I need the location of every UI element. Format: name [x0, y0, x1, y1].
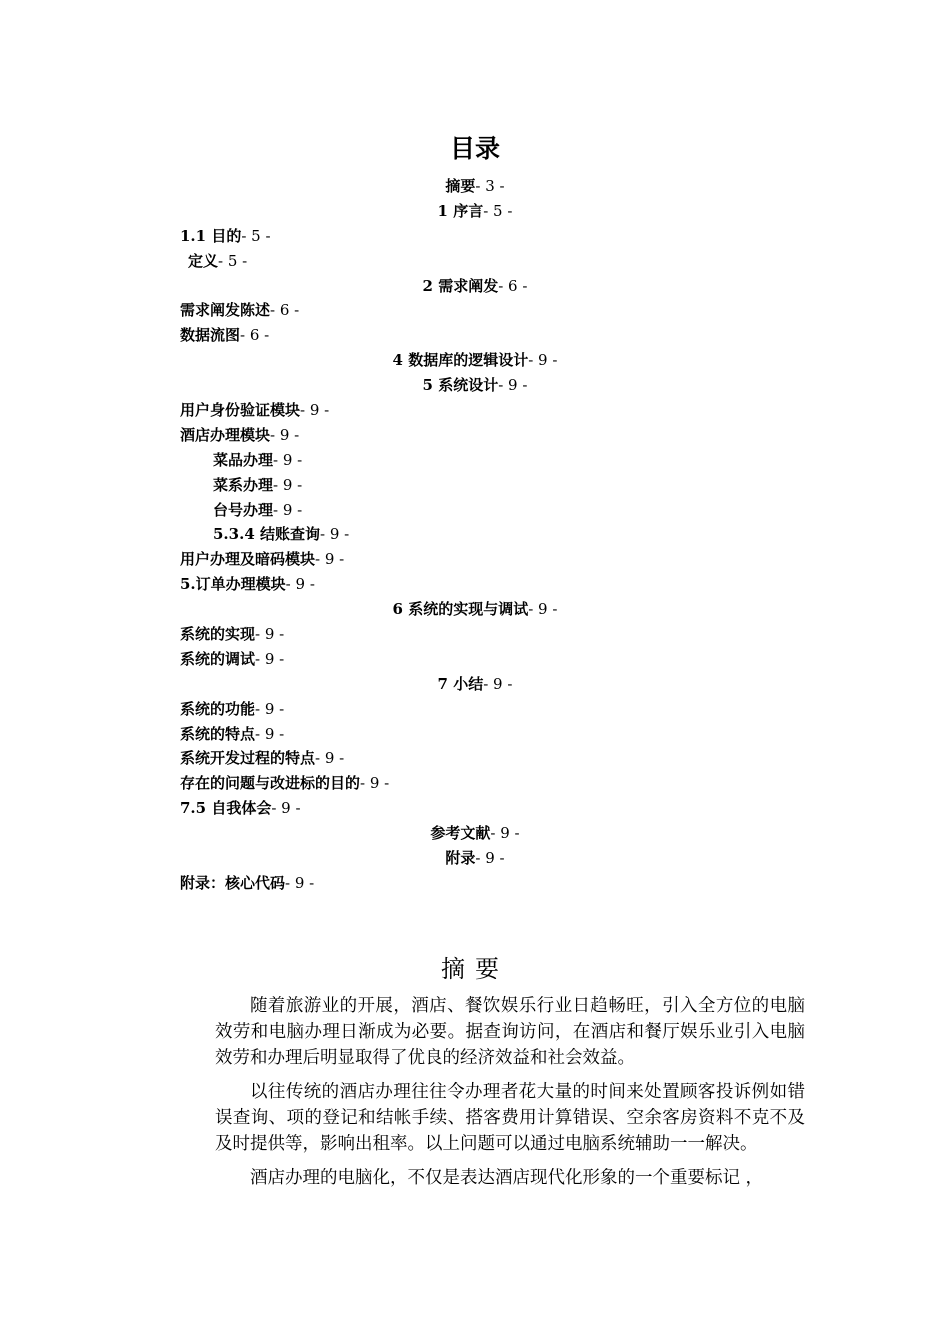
toc-entry-title: 系统开发过程的特点	[180, 749, 316, 768]
toc-entry-title: 7 小结	[437, 674, 484, 693]
toc-entry[interactable]	[0, 174, 950, 199]
toc-entry-title: 5.3.4 结账查询	[213, 525, 320, 544]
toc-entry-title: 1.1 目的	[180, 226, 242, 245]
toc-entry[interactable]	[0, 572, 950, 597]
toc-entry-page: - 3 -	[475, 177, 505, 195]
toc-entry-page: - 9 -	[360, 774, 390, 793]
toc-entry-title: 数据流图	[180, 326, 241, 345]
abstract-body	[215, 993, 805, 1199]
toc-entry-page: - 9 -	[475, 849, 505, 868]
toc-entry-page: - 9 -	[273, 500, 303, 519]
toc-entry-title: 附录：核心代码	[180, 873, 286, 892]
toc-entry-page: - 9 -	[528, 600, 558, 619]
toc-entry-title: 系统的实现	[180, 625, 256, 644]
abstract-paragraph-2: 以往传统的酒店办理往往令办理者花大量的时间来处置顾客投诉例如错误查询、项的登记和结帐手续、搭客费用计算错误、空余客房资料不克不及及时提供等，影响出租率。以上问题可以通过电脑系统辅助一一解决。	[215, 1082, 805, 1154]
toc-entry[interactable]	[0, 547, 950, 572]
toc-entry[interactable]	[0, 224, 950, 249]
toc-entry-page: - 9 -	[255, 724, 285, 743]
toc-entry-title: 菜品办理	[213, 450, 274, 469]
toc-entry-page: - 6 -	[240, 326, 270, 345]
toc-entry-title: 系统的调试	[180, 649, 256, 668]
toc-entry[interactable]	[0, 622, 950, 647]
toc-entry-title: 附录	[445, 849, 476, 868]
toc-entry[interactable]	[0, 298, 950, 323]
toc-entry[interactable]	[0, 672, 950, 697]
toc-entry[interactable]	[0, 199, 950, 224]
toc-entry-title: 7.5 自我体会	[180, 799, 272, 818]
toc-entry-title: 存在的问题与改进标的目的	[180, 774, 361, 793]
toc-entry-page: - 5 -	[241, 226, 271, 245]
toc-entry-page: - 6 -	[498, 276, 528, 295]
toc-entry[interactable]	[0, 697, 950, 722]
toc-entry-page: - 6 -	[270, 301, 300, 320]
abstract-paragraph-3: 酒店办理的电脑化，不仅是表达酒店现代化形象的一个重要标记 ，	[250, 1168, 764, 1188]
toc-entry-title: 1 序言	[437, 201, 484, 220]
toc-entry[interactable]	[0, 647, 950, 672]
toc-entry[interactable]	[0, 746, 950, 771]
toc-entry-page: - 9 -	[270, 425, 300, 444]
toc-entry[interactable]	[0, 348, 950, 373]
toc-entry-page: - 9 -	[271, 799, 301, 818]
toc-entry-title: 系统的特点	[180, 724, 256, 743]
toc-entry-page: - 9 -	[255, 699, 285, 718]
toc-entry-page: - 9 -	[319, 525, 350, 544]
toc-entry[interactable]	[0, 448, 950, 473]
toc-entry-title: 4 数据库的逻辑设计	[392, 351, 529, 370]
toc-entry[interactable]	[0, 249, 950, 274]
toc-entry[interactable]	[0, 473, 950, 498]
toc-title: 目录	[449, 134, 500, 163]
toc-entry-title: 5 系统设计	[422, 376, 499, 395]
table-of-contents	[0, 174, 950, 896]
toc-entry[interactable]	[0, 398, 950, 423]
toc-entry-title: 5.订单办理模块	[180, 575, 286, 594]
toc-entry[interactable]	[0, 871, 950, 896]
toc-entry-title: 台号办理	[213, 500, 274, 519]
toc-entry-title: 摘要	[445, 177, 476, 195]
toc-entry-page: - 5 -	[483, 201, 513, 220]
toc-entry-page: - 9 -	[255, 625, 285, 644]
toc-entry-title: 酒店办理模块	[180, 425, 271, 444]
toc-entry-page: - 9 -	[285, 873, 315, 892]
toc-entry[interactable]	[0, 722, 950, 747]
toc-entry-title: 菜系办理	[213, 475, 274, 494]
toc-entry[interactable]	[0, 323, 950, 348]
toc-entry-page: - 9 -	[300, 401, 330, 420]
toc-entry-page: - 9 -	[273, 475, 303, 494]
toc-entry[interactable]	[0, 846, 950, 871]
toc-entry-page: - 9 -	[315, 550, 345, 569]
toc-entry-title: 参考文献	[430, 824, 491, 843]
abstract-title: 摘要	[441, 955, 509, 983]
toc-entry[interactable]	[0, 373, 950, 398]
toc-entry[interactable]	[0, 796, 950, 821]
toc-entry[interactable]	[0, 821, 950, 846]
toc-entry-page: - 9 -	[315, 749, 345, 768]
abstract-paragraph-1: 随着旅游业的开展，酒店、餐饮娱乐行业日趋畅旺，引入全方位的电脑效劳和电脑办理日渐成为必要。据查询访问，在酒店和餐厅娱乐业引入电脑效劳和办理后明显取得了优良的经济效益和社会效益。	[215, 996, 805, 1068]
toc-entry-page: - 9 -	[490, 824, 520, 843]
toc-entry-page: - 9 -	[273, 450, 303, 469]
toc-entry-page: - 9 -	[483, 674, 513, 693]
toc-entry-page: - 9 -	[498, 376, 528, 395]
toc-entry-title: 定义	[188, 251, 219, 270]
toc-entry[interactable]	[0, 498, 950, 523]
toc-entry-page: - 9 -	[285, 575, 315, 594]
toc-entry-page: - 9 -	[528, 351, 558, 370]
toc-entry[interactable]	[0, 771, 950, 796]
toc-entry-page: - 5 -	[218, 251, 248, 270]
toc-entry-title: 用户办理及暗码模块	[180, 550, 316, 569]
toc-entry-title: 需求阐发陈述	[180, 301, 271, 320]
toc-entry-title: 2 需求阐发	[422, 276, 499, 295]
toc-entry[interactable]	[0, 423, 950, 448]
toc-entry[interactable]	[0, 274, 950, 299]
toc-entry-title: 6 系统的实现与调试	[392, 600, 529, 619]
toc-entry-title: 系统的功能	[180, 699, 256, 718]
toc-entry-page: - 9 -	[255, 649, 285, 668]
toc-entry[interactable]	[0, 522, 950, 547]
toc-entry[interactable]	[0, 597, 950, 622]
toc-entry-title: 用户身份验证模块	[180, 401, 301, 420]
